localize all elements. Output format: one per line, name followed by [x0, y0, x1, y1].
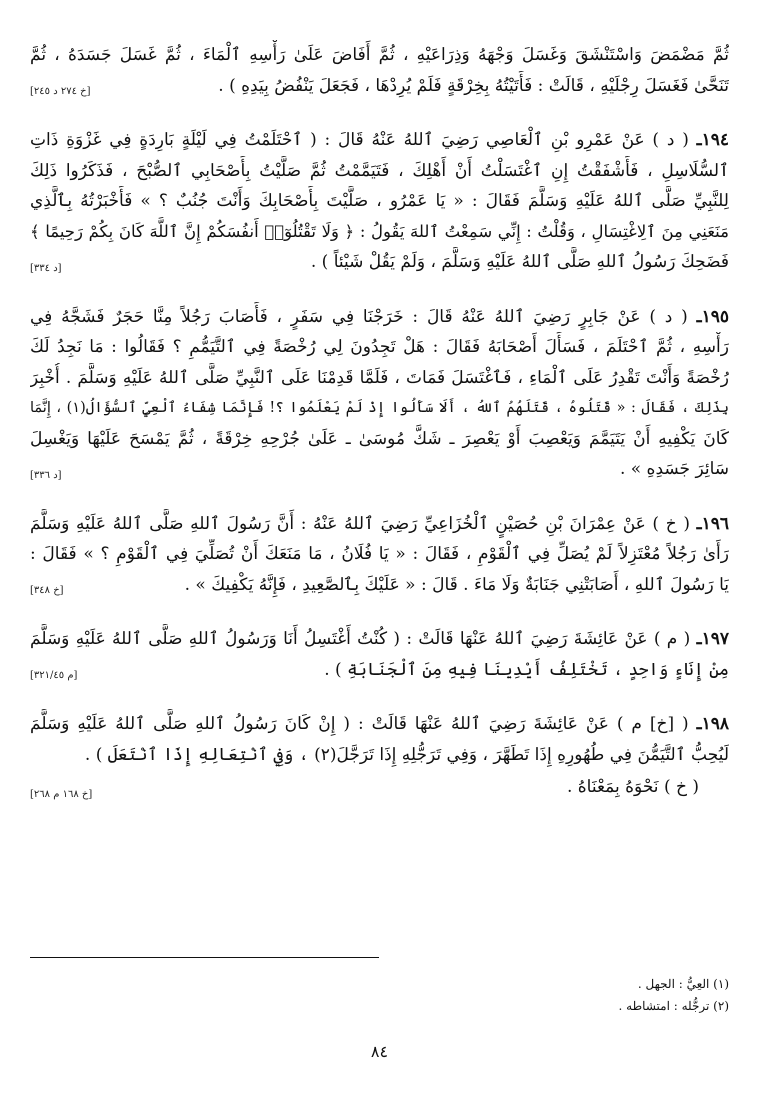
text-line: رَأَىٰ رَجُلاً مُعْتَزِلاً لَمْ يُصَلِّ فِي ٱلْقَوْمِ ، فَقَالَ : « يَا فُلَانُ ، مَا مَنَعَكَ أَنْ تُصَلِّيَ فِي ٱلْقَوْمِ ؟ » فَقَالَ :	[30, 544, 729, 564]
text-line-content: فَضَحِكَ رَسُولُ ٱللهِ صَلَّى ٱللهُ عَلَيْهِ وَسَلَّمَ ، وَلَمْ يَقُلْ شَيْئاً ) .	[310, 252, 729, 272]
text-line	[30, 709, 729, 740]
text-line	[30, 655, 729, 686]
text-line-content: تَنَحَّىٰ فَغَسَلَ رِجْلَيْهِ ، قَالَتْ : فَأَتَيْتُهُ بِخِرْقَةٍ فَلَمْ يُرِدْهَا ، فَجَعَلَ يَنْفُضُ بِيَدِهِ ) .	[218, 75, 729, 96]
text-line	[30, 125, 729, 156]
source-reference: [م ٣٢١/٤٥]	[30, 670, 81, 682]
source-reference: [خ ١٦٨ م ٢٦٨]	[30, 789, 96, 801]
source-reference: [خ ٢٧٤ د ٢٤٥]	[30, 86, 95, 98]
text-line: بِذَلِكَ ، فَقَالَ : « قَتَلُوهُ ، قَتَلَهُمُ ٱللهُ ، أَلَا سَأَلُوا إِذْ لَمْ يَعْلَمُوا ؟! فَإِنَّمَا شِفَاءُ ٱلْعِيِّ ٱلسُّؤَالُ(١) ، إِنَّمَا	[30, 400, 729, 416]
text-line	[30, 770, 699, 804]
footnote-divider	[30, 957, 379, 958]
text-line-content: سَائِرَ جَسَدِهِ » .	[619, 459, 729, 479]
hadith-number: ١٩٥ـ	[696, 306, 729, 327]
text-line	[30, 570, 729, 601]
source-reference: [د ٣٣٦]	[30, 470, 66, 482]
text-line: لَيُحِبُّ ٱلتَّيَمُّنَ فِي طُهُورِهِ إِذَا تَطَهَّرَ ، وَفِي تَرَجُّلِهِ إِذَا تَرَجَّلَ(٢) ، وَفِي ٱنْتِعَالِهِ إِذَا ٱنْتَعَلَ ) .	[84, 744, 729, 765]
hadith-number: ١٩٤ـ	[696, 130, 729, 150]
footnote: (٢) ترجُّله : امتشاطه .	[618, 999, 729, 1013]
text-line	[30, 509, 729, 540]
footnote: (١) العِيُّ : الجهل .	[637, 977, 729, 991]
text-line	[30, 71, 729, 102]
text-line-content: ( م ) عَنْ عَائِشَةَ رَضِيَ ٱللهُ عَنْهَا قَالَتْ : ( كُنْتُ أَغْتَسِلُ أَنَا وَرَسُولُ ٱللهِ صَلَّى ٱللهُ عَلَيْهِ وَسَلَّمَ	[30, 629, 691, 649]
narration-note: ( خ ) نَحْوَهُ بِمَعْنَاهُ .	[566, 777, 699, 797]
footnotes	[30, 973, 729, 1017]
text-line	[30, 302, 729, 333]
text-line	[30, 624, 729, 655]
text-line: مَنَعَنِي مِنَ ٱلِاغْتِسَالِ ، وَقُلْتُ : إِنِّي سَمِعْتُ ٱللهَ يَقُولُ : ﴿ وَلَا تَقْتُلُوٓا۟ أَنفُسَكُمْ إِنَّ ٱللَّهَ كَانَ بِكُمْ رَحِيمًا ﴾	[30, 221, 729, 241]
hadith-196	[30, 509, 729, 601]
source-reference: [خ ٣٤٨]	[30, 585, 68, 597]
text-line: كَانَ يَكْفِيهِ أَنْ يَتَيَمَّمَ وَيَعْصِبَ أَوْ يَعْصِرَ ـ شَكَّ مُوسَىٰ ـ عَلَىٰ جُرْحِهِ خِرْقَةً ، ثُمَّ يَمْسَحَ عَلَيْهَا وَيَغْسِلَ	[30, 428, 729, 449]
text-line-content: ( د ) عَنْ جَابِرٍ رَضِيَ ٱللهُ عَنْهُ قَالَ : خَرَجْنَا فِي سَفَرٍ ، فَأَصَابَ رَجُلاً مِنَّا حَجَرٌ فَشَجَّهُ فِي	[30, 306, 688, 327]
text-line: رُخْصَةً وَأَنْتَ تَقْدِرُ عَلَى ٱلْمَاءِ ، فَٱغْتَسَلَ فَمَاتَ ، فَلَمَّا قَدِمْنَا عَلَى ٱلنَّبِيِّ صَلَّى ٱللهُ عَلَيْهِ وَسَلَّمَ . أُخْبِرَ	[30, 367, 729, 388]
text-line: ٱلسُّلَاسِلِ ، فَأَشْفَقْتُ إِنِ ٱغْتَسَلْتُ أَنْ أَهْلِكَ ، فَتَيَمَّمْتُ ثُمَّ صَلَّيْتُ بِأَصْحَابِي ٱلصُّبْحَ ، فَذَكَرُوا ذَلِكَ	[30, 160, 729, 181]
hadith-195	[30, 302, 729, 485]
source-reference: [د ٣٣٤]	[30, 263, 66, 275]
hadith-197	[30, 624, 729, 685]
hadith-194	[30, 125, 729, 278]
text-line	[30, 247, 729, 278]
hadith-198	[30, 709, 729, 804]
hadith-number: ١٩٧ـ	[696, 629, 729, 649]
hadith-number: ١٩٦ـ	[696, 513, 729, 534]
text-line-content: ( [خ] م ) عَنْ عَائِشَةَ رَضِيَ ٱللهُ عَنْهَا قَالَتْ : ( إِنْ كَانَ رَسُولُ ٱللهِ صَلَّى ٱللهُ عَلَيْهِ وَسَلَّمَ	[30, 714, 689, 734]
continued-hadith	[30, 40, 729, 101]
text-line-content: ( د ) عَنْ عَمْرِو بْنِ ٱلْعَاصِي رَضِيَ ٱللهُ عَنْهُ قَالَ : ( ٱحْتَلَمْتُ فِي لَيْلَةٍ بَارِدَةٍ فِي غَزْوَةِ ذَاتِ	[30, 130, 689, 150]
text-line: رَأْسِهِ ، ثُمَّ ٱحْتَلَمَ ، فَسَأَلَ أَصْحَابَهُ فَقَالَ : هَلْ تَجِدُونَ لِي رُخْصَةً فِي ٱلتَّيَمُّمِ ؟ فَقَالُوا : مَا نَجِدُ لَكَ	[30, 337, 729, 357]
page-number: ٨٤	[370, 1042, 389, 1061]
page-body	[30, 40, 729, 828]
text-line-content: يَا رَسُولَ ٱللهِ ، أَصَابَتْنِي جَنَابَةٌ وَلَا مَاءَ . قَالَ : « عَلَيْكَ بِٱلصَّعِيدِ ، فَإِنَّهُ يَكْفِيكَ » .	[184, 574, 729, 595]
text-line: ثُمَّ مَضْمَضَ وَاسْتَنْشَقَ وَغَسَلَ وَجْهَهُ وَذِرَاعَيْهِ ، ثُمَّ أَفَاضَ عَلَىٰ رَأْسِهِ ٱلْمَاءَ ، ثُمَّ غَسَلَ جَسَدَهُ ، ثُمَّ	[30, 45, 729, 65]
text-line: لِلنَّبِيِّ صَلَّى ٱللهُ عَلَيْهِ وَسَلَّمَ فَقَالَ : « يَا عَمْرُو ، صَلَّيْتَ بِأَصْحَابِكَ وَأَنْتَ جُنُبٌ ؟ » فَأَخْبَرْتُهُ بِٱلَّذِي	[30, 191, 729, 211]
text-line-content: مِنْ إِنَاءٍ وَاحِدٍ ، تَخْتَلِفُ أَيْدِينَا فِيهِ مِنَ ٱلْجَنَابَةِ ) .	[324, 659, 729, 680]
text-line-content: ( خ ) عَنْ عِمْرَانَ بْنِ حُصَيْنٍ ٱلْخُزَاعِيِّ رَضِيَ ٱللهُ عَنْهُ : أَنَّ رَسُولَ ٱللهِ صَلَّى ٱللهُ عَلَيْهِ وَسَلَّمَ	[30, 513, 690, 534]
hadith-number: ١٩٨ـ	[696, 714, 729, 734]
text-line	[30, 454, 729, 485]
